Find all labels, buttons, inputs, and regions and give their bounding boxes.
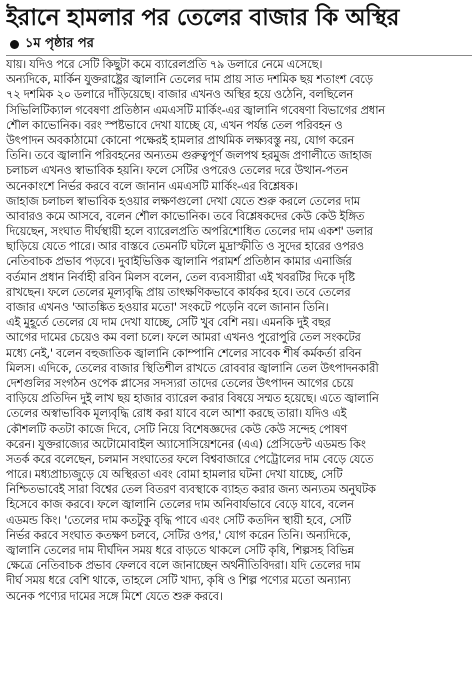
bullet-icon	[10, 40, 19, 49]
body-line: বাজার এখনও 'আতঙ্কিত হওয়ার মতো' সংকটে পড়েনি বলে জানান তিনি।	[6, 300, 329, 314]
body-line: ছাড়িয়ে যেতে পারে। আর বাস্তবে তেমনটি ঘটলে মুদ্রাস্ফীতি ও সুদের হারের ওপরও	[6, 239, 364, 254]
article-body	[6, 55, 472, 675]
body-line: অনেকাংশে নির্ভর করবে বলে জানান এমএসটি মার্কিং-এর বিশ্লেষক।	[6, 178, 298, 193]
body-line: মিলস। এদিকে, তেলের বাজার স্থিতিশীল রাখতে রোববার জ্বালানি তেল উৎপাদনকারী	[6, 360, 379, 375]
body-line: জ্বালানি তেলের দাম দীর্ঘদিন সময় ধরে বাড়তে থাকলে সেটি কৃষি, শিল্পসহ বিভিন্ন	[6, 543, 354, 557]
body-line: আবারও কমে আসবে, বলেন শৌল কাভোনিক। তবে বিশ্লেষকদের কেউ কেউ ইঙ্গিত	[6, 208, 365, 223]
body-line: কৌশলটি কতটা কাজে দিবে, সেটি নিয়ে বিশেষজ্ঞদের কেউ কেউ সন্দেহ পোষণ	[6, 421, 347, 436]
body-line: মধ্যে নেই,' বলেন বহুজাতিক জ্বালানি কোম্পানি শেলের সাবেক শীর্ষ কর্মকর্তা রবিন	[6, 345, 362, 360]
body-line: সতর্ক করে বলেছেন, চলমান সংঘাতের ফলে বিশ্ববাজারে পেট্রোলের দাম বেড়ে যেতে	[6, 451, 374, 466]
body-line: চলাচল এখনও স্বাভাবিক হয়নি। ফলে সেটির ওপরেও তেলের দরে উত্থান-পতন	[6, 163, 348, 178]
body-line: অন্যদিকে, মার্কিন যুক্তরাষ্ট্রের জ্বালানি তেলের দাম প্রায় সাত দশমিক ছয় শতাংশ বেড়ে	[6, 72, 373, 87]
article-headline: ইরানে হামলার পর তেলের বাজার কি অস্থির	[6, 5, 400, 31]
body-line: দেশগুলির সংগঠন ওপেক প্লাসের সদস্যরা তাদের তেলের উৎপাদন আগের চেয়ে	[6, 375, 354, 390]
body-line: নির্ভর করবে সংঘাত কতক্ষণ চলবে, সেটির ওপর,' যোগ করেন তিনি। অন্যদিকে,	[6, 527, 351, 542]
body-line: এই মুহূর্তে তেলের যে দাম দেখা যাচ্ছে, সেটি খুব বেশি নয়। এমনকি দুই বছর	[6, 315, 331, 330]
body-line: উৎপাদন অবকাঠামো কোনো পক্ষেরই হামলার প্রাথমিক লক্ষ্যবস্তু নয়, যোগ করেন	[6, 132, 355, 147]
body-line: দীর্ঘ সময় ধরে বেশি থাকে, তাহলে সেটি খাদ্য, কৃষি ও শিল্প পণ্যের মতো অন্যান্য	[6, 573, 351, 588]
body-line: তিনি। তবে জ্বালানি পরিবহনের অন্যতম গুরুত্বপূর্ণ জলপথ হরমুজ প্রণালীতে জাহাজ	[6, 148, 372, 163]
continued-from-label: ১ম পৃষ্ঠার পর	[25, 35, 94, 51]
body-line: নেতিবাচক প্রভাব পড়বে। দুবাইভিত্তিক জ্বালানি পরামর্শ প্রতিষ্ঠান কামার এনার্জির	[6, 254, 352, 269]
body-line: পারে। মধ্যপ্রাচ্যজুড়ে যে অস্থিরতা এবং বোমা হামলার ঘটনা দেখা যাচ্ছে, সেটি	[6, 467, 343, 482]
body-line: ৭২ দশমিক ২০ ডলারে দাঁড়িয়েছে। বাজার এখনও অস্থির হয়ে ওঠেনি, বলছিলেন	[6, 87, 354, 102]
body-line: সিভিলিটিক্যাল গবেষণা প্রতিষ্ঠান এমএসটি মার্কিং-এর জ্বালানি গবেষণা বিভাগের প্রধান	[6, 102, 385, 117]
body-line: যায়। যদিও পরে সেটি কিছুটা কমে ব্যারেলপ্রতি ৭৯ ডলারে নেমে এসেছে।	[6, 57, 323, 71]
body-line: বর্তমান প্রধান নির্বাহী রবিন মিলস বলেন, তেল ব্যবসায়ীরা এই খবরটির দিকে দৃষ্টি	[6, 269, 355, 284]
body-line: নিশ্চিতভাবেই সারা বিশ্বের তেল বিতরণ ব্যবস্থাকে ব্যাহত করার জন্য অন্যতম অনুঘটক	[6, 482, 376, 497]
body-line: হিসেবে কাজ করবে। ফলে জ্বালানি তেলের দাম অনিবার্যভাবে বেড়ে যাবে, বলেন	[6, 497, 354, 512]
body-line: অনেক পণ্যের দামের সঙ্গে মিশে যেতে শুরু করবে।	[6, 588, 223, 603]
body-line: করেন। যুক্তরাজ্যের অটোমোবাইল অ্যাসোসিয়েশনের (এএ) প্রেসিডেন্ট এডমন্ড কিং	[6, 436, 366, 451]
body-line: এডমন্ড কিং। 'তেলের দাম কতটুকু বৃদ্ধি পাবে এবং সেটি কতদিন স্থায়ী হবে, সেটি	[6, 512, 351, 527]
continued-from-marker	[6, 34, 472, 54]
body-line: জাহাজ চলাচল স্বাভাবিক হওয়ার লক্ষণগুলো দেখা যেতে শুরু করলে তেলের দাম	[6, 193, 360, 208]
body-line: আগের দামের চেয়েও কম বলা চলে। ফলে আমরা এখনও পুরোপুরি তেল সংকটের	[6, 330, 361, 345]
body-line: ক্ষেত্রে নেতিবাচক প্রভাব ফেলবে বলে জানাচ্ছেন অর্থনীতিবিদরা। যদি তেলের দাম	[6, 558, 361, 573]
body-line: বাড়িয়ে প্রতিদিন দুই লাখ ছয় হাজার ব্যারেল করার বিষয়ে সম্মত হয়েছে। এতে জ্বালানি	[6, 391, 379, 406]
body-line: দিয়েছেন, সংঘাত দীর্ঘস্থায়ী হলে ব্যারেলপ্রতি অপরিশোধিত তেলের দাম একশ' ডলার	[6, 224, 373, 239]
body-line: শৌল কাভোনিক। বরং স্পষ্টভাবে দেখা যাচ্ছে যে, এখন পর্যন্ত তেল পরিবহন ও	[6, 117, 343, 132]
body-line: রাখছেন। ফলে তেলের মূল্যবৃদ্ধি প্রায় তাৎক্ষণিকভাবে কার্যকর হবে। তবে তেলের	[6, 284, 351, 299]
body-line: তেলের অস্বাভাবিক মূল্যবৃদ্ধি রোধ করা যাবে বলে আশা করছে তারা। যদিও এই	[6, 406, 347, 421]
